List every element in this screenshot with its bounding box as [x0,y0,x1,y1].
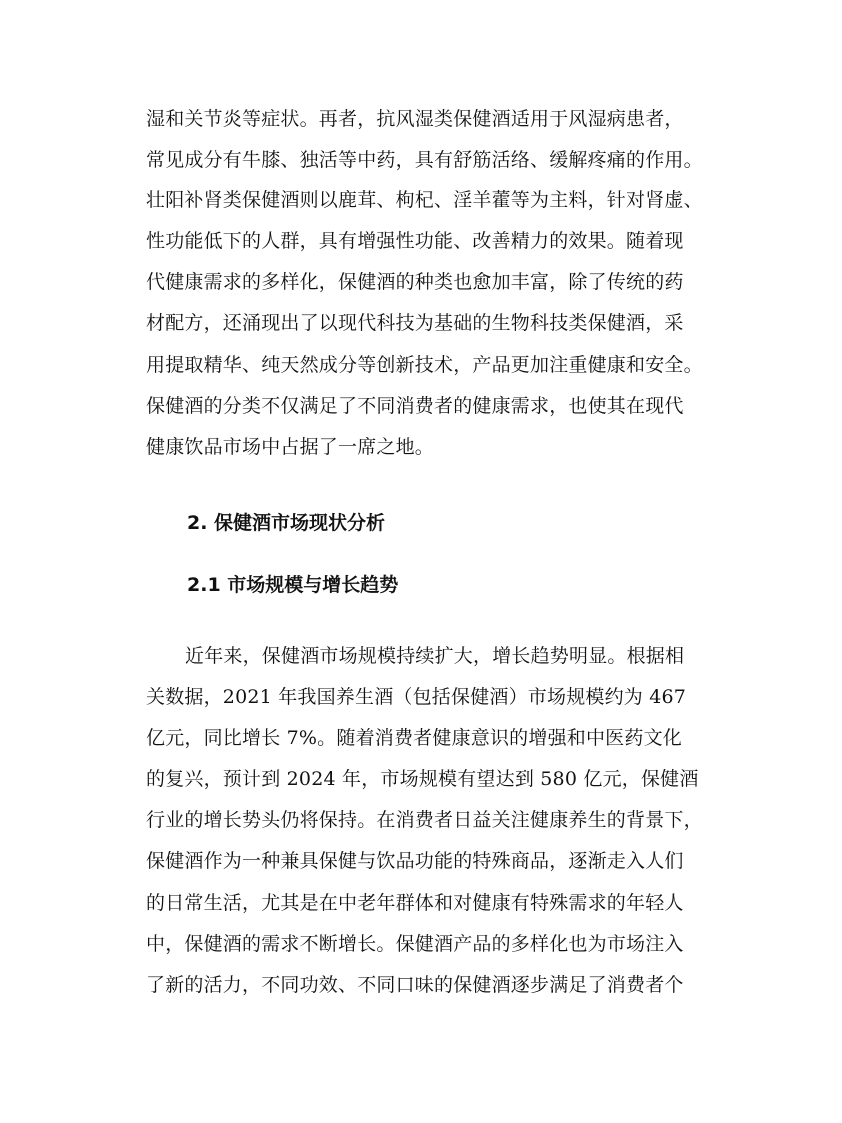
text-line: 保健酒的分类不仅满足了不同消费者的健康需求，也使其在现代 [146,395,684,417]
section-heading: 2. 保健酒市场现状分析 [187,512,386,534]
text-line: 材配方，还涌现出了以现代科技为基础的生物科技类保健酒，采 [146,312,684,334]
text-line: 保健酒作为一种兼具保健与饮品功能的特殊商品，逐渐走入人们 [146,850,684,872]
text-line: 中，保健酒的需求不断增长。保健酒产品的多样化也为市场注入 [146,933,684,955]
text-line: 亿元，同比增长 7%。随着消费者健康意识的增强和中医药文化 [146,727,682,749]
text-line: 近年来，保健酒市场规模持续扩大，增长趋势明显。根据相 [185,645,685,667]
text-line: 行业的增长势头仍将保持。在消费者日益关注健康养生的背景下， [146,809,703,831]
text-line: 的日常生活，尤其是在中老年群体和对健康有特殊需求的年轻人 [146,892,684,914]
text-line: 代健康需求的多样化，保健酒的种类也愈加丰富，除了传统的药 [146,271,684,293]
text-line: 用提取精华、纯天然成分等创新技术，产品更加注重健康和安全。 [146,354,703,376]
text-line: 常见成分有牛膝、独活等中药，具有舒筋活络、缓解疼痛的作用。 [146,149,703,171]
text-line: 了新的活力，不同功效、不同口味的保健酒逐步满足了消费者个 [146,974,684,996]
text-line: 健康饮品市场中占据了一席之地。 [146,436,435,458]
text-line: 关数据，2021 年我国养生酒（包括保健酒）市场规模约为 467 [146,686,687,708]
text-line: 的复兴，预计到 2024 年，市场规模有望达到 580 亿元，保健酒 [146,768,699,790]
text-line: 壮阳补肾类保健酒则以鹿茸、枸杞、淫羊藿等为主料，针对肾虚、 [146,189,703,211]
text-line: 湿和关节炎等症状。再者，抗风湿类保健酒适用于风湿病患者， [146,108,684,130]
subsection-heading: 2.1 市场规模与增长趋势 [187,574,399,596]
text-line: 性功能低下的人群，具有增强性功能、改善精力的效果。随着现 [146,230,684,252]
